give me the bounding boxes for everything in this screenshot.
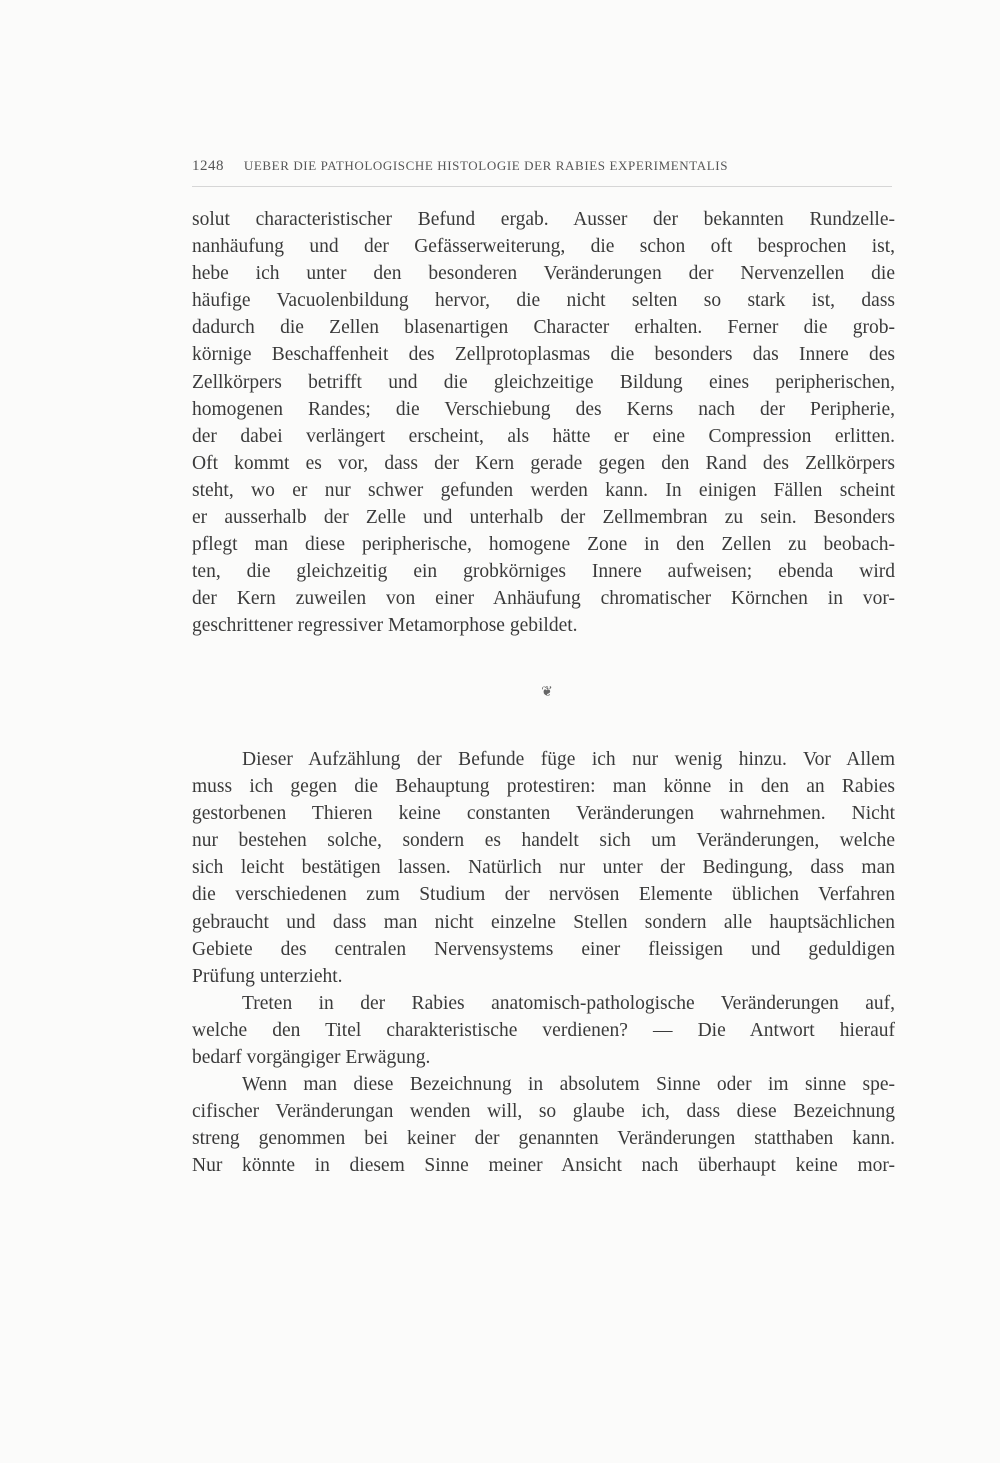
- text-line: die verschiedenen zum Studium der nervösen Elemente üblichen Verfahren: [192, 884, 895, 906]
- running-title: UEBER DIE PATHOLOGISCHE HISTOLOGIE DER RABIES EXPERIMENTALIS: [243, 158, 729, 173]
- text-line: geschrittener regressiver Metamorphose gebildet.: [192, 615, 578, 637]
- text-line: muss ich gegen die Behauptung protestiren: man könne in den an Rabies: [192, 776, 895, 798]
- running-header: [192, 158, 892, 182]
- text-line: gebraucht und dass man nicht einzelne Stellen sondern alle hauptsächlichen: [192, 911, 895, 933]
- body-paragraph: [192, 746, 895, 990]
- text-line: solut characteristischer Befund ergab. Ausser der bekannten Rundzelle-: [192, 209, 895, 230]
- text-line: Wenn man diese Bezeichnung in absolutem Sinne oder im sinne spe-: [242, 1074, 895, 1096]
- header-rule: [192, 186, 892, 187]
- text-line: gestorbenen Thieren keine constanten Veränderungen wahrnehmen. Nicht: [192, 803, 895, 825]
- text-line: pflegt man diese peripherische, homogene Zone in den Zellen zu beobach-: [192, 534, 895, 556]
- text-line: cifischer Veränderungan wenden will, so glaube ich, dass diese Bezeichnung: [192, 1101, 895, 1123]
- text-line: Oft kommt es vor, dass der Kern gerade gegen den Rand des Zellkörpers: [192, 452, 895, 474]
- text-line: hebe ich unter den besonderen Veränderungen der Nervenzellen die: [192, 263, 895, 285]
- body-paragraph-continued: [192, 206, 895, 640]
- fleuron-ornament-icon: ❦: [541, 685, 553, 700]
- text-line: er ausserhalb der Zelle und unterhalb der Zellmembran zu sein. Besonders: [192, 507, 895, 529]
- text-line: der Kern zuweilen von einer Anhäufung chromatischer Körnchen in vor-: [192, 588, 895, 610]
- text-line: ten, die gleichzeitig ein grobkörniges Innere aufweisen; ebenda wird: [192, 561, 895, 583]
- body-section: [192, 746, 895, 1180]
- text-line: Dieser Aufzählung der Befunde füge ich nur wenig hinzu. Vor Allem: [242, 749, 895, 770]
- text-line: welche den Titel charakteristische verdienen? — Die Antwort hierauf: [192, 1019, 895, 1041]
- text-line: bedarf vorgängiger Erwägung.: [192, 1047, 431, 1069]
- text-line: nur bestehen solche, sondern es handelt sich um Veränderungen, welche: [192, 830, 895, 852]
- text-line: homogenen Randes; die Verschiebung des Kerns nach der Peripherie,: [192, 398, 895, 420]
- body-paragraph: [192, 1071, 895, 1179]
- text-line: sich leicht bestätigen lassen. Natürlich nur unter der Bedingung, dass man: [192, 857, 895, 879]
- text-line: Gebiete des centralen Nervensystems einer fleissigen und geduldigen: [192, 938, 895, 960]
- text-line: Nur könnte in diesem Sinne meiner Ansicht nach überhaupt keine mor-: [192, 1155, 895, 1177]
- text-line: steht, wo er nur schwer gefunden werden kann. In einigen Fällen scheint: [192, 479, 895, 501]
- text-line: körnige Beschaffenheit des Zellprotoplasmas die besonders das Innere des: [192, 344, 895, 366]
- text-line: Zellkörpers betrifft und die gleichzeitige Bildung eines peripherischen,: [192, 371, 895, 393]
- text-line: streng genommen bei keiner der genannten Veränderungen statthaben kann.: [192, 1128, 895, 1150]
- text-line: Treten in der Rabies anatomisch-pathologische Veränderungen auf,: [242, 992, 895, 1014]
- text-line: der dabei verlängert erscheint, als hätte er eine Compression erlitten.: [192, 425, 895, 447]
- text-line: nanhäufung und der Gefässerweiterung, die schon oft besprochen ist,: [192, 236, 895, 258]
- page-number: 1248: [192, 158, 224, 174]
- text-line: dadurch die Zellen blasenartigen Character erhalten. Ferner die grob-: [192, 317, 895, 339]
- text-line: häufige Vacuolenbildung hervor, die nicht selten so stark ist, dass: [192, 290, 895, 312]
- text-line: Prüfung unterzieht.: [192, 965, 343, 987]
- body-paragraph: [192, 990, 895, 1071]
